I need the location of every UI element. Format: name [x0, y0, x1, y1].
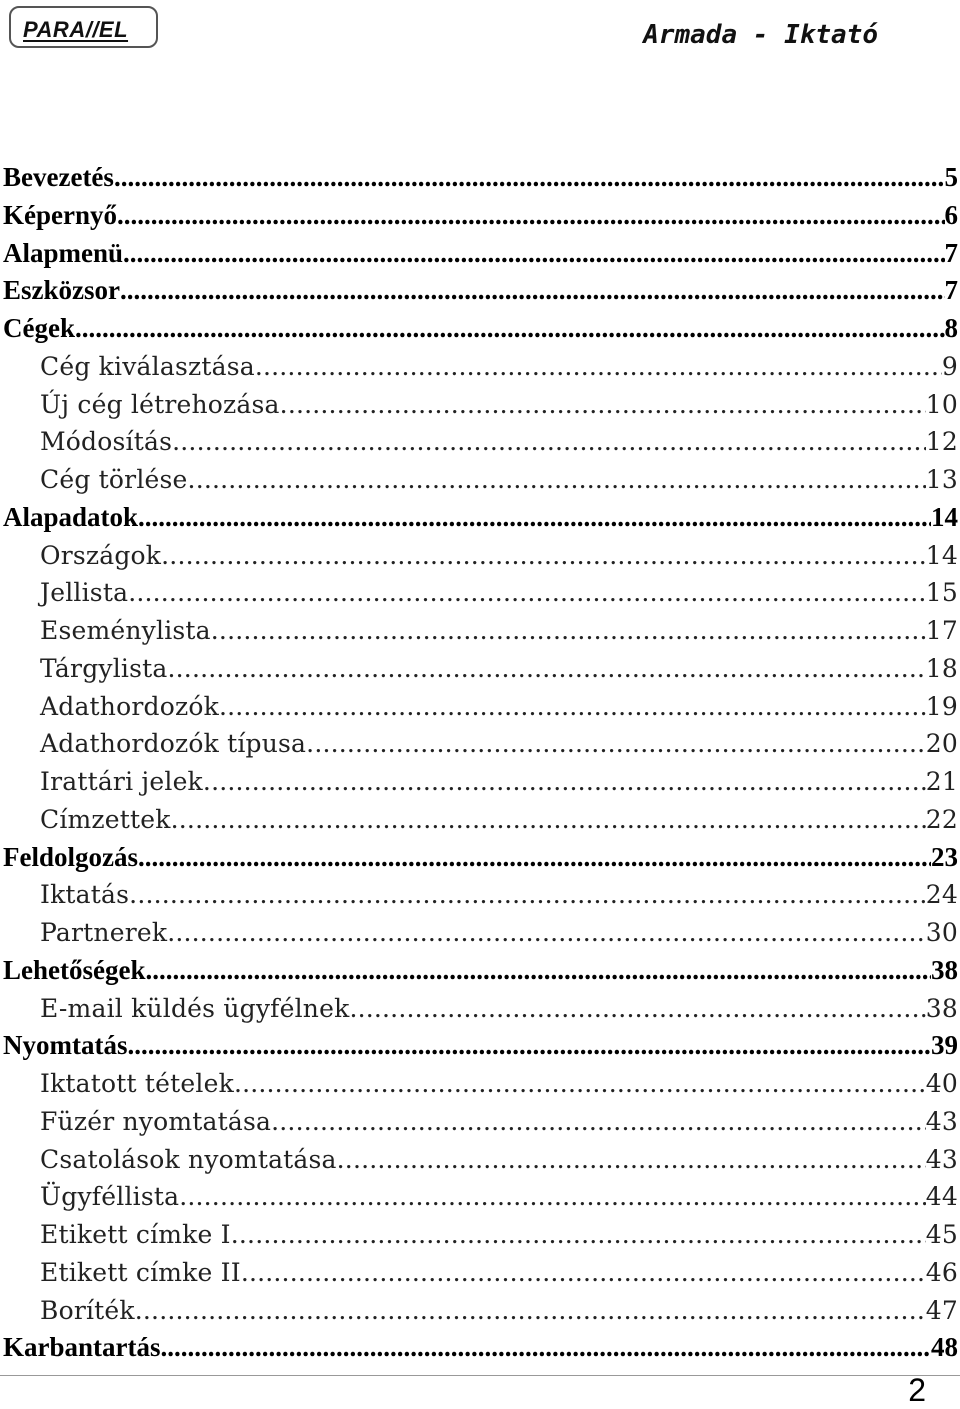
toc-entry-page: 6: [944, 199, 958, 230]
toc-entry-label: Eszközsor: [3, 275, 120, 306]
parallel-logo: [9, 6, 158, 48]
toc-entry-label: Adathordozók típusa: [40, 729, 307, 759]
toc-entry-label: Nyomtatás: [3, 1030, 128, 1061]
toc-entry[interactable]: [3, 1216, 958, 1254]
toc-entry[interactable]: [3, 310, 958, 348]
toc-entry-label: Cég kiválasztása: [40, 351, 255, 381]
toc-dot-leader: [168, 650, 926, 688]
toc-entry[interactable]: [3, 839, 958, 877]
toc-dot-leader: [188, 461, 926, 499]
toc-entry-page: 9: [941, 351, 958, 381]
toc-dot-leader: [249, 1254, 926, 1292]
toc-entry-page: 21: [925, 767, 958, 796]
toc-entry-label: Képernyő: [3, 199, 117, 230]
toc-dot-leader: [203, 763, 926, 801]
toc-entry[interactable]: [3, 688, 958, 726]
toc-dot-leader: [234, 1065, 926, 1103]
toc-entry-label: Alapadatok: [3, 501, 139, 532]
toc-dot-leader: [239, 1216, 926, 1254]
toc-dot-leader: [255, 348, 942, 386]
toc-entry-label: E-mail küldés ügyfélnek: [40, 993, 350, 1023]
page-header: [0, 0, 960, 80]
toc-entry-label: Új cég létrehozása: [40, 389, 280, 419]
toc-entry-page: 30: [925, 918, 958, 947]
toc-entry-page: 48: [931, 1332, 958, 1363]
toc-entry-label: Cég törlése: [40, 465, 188, 494]
toc-dot-leader: [171, 801, 926, 839]
toc-entry-page: 23: [931, 841, 958, 872]
toc-dot-leader: [129, 876, 926, 914]
toc-entry-page: 5: [944, 162, 958, 192]
toc-dot-leader: [114, 159, 945, 197]
toc-dot-leader: [138, 499, 931, 537]
toc-dot-leader: [128, 574, 926, 612]
toc-entry-page: 17: [925, 616, 958, 645]
toc-entry-page: 12: [925, 427, 958, 457]
toc-entry[interactable]: [3, 1141, 958, 1179]
toc-entry[interactable]: [3, 1065, 958, 1103]
toc-entry-page: 43: [925, 1144, 958, 1174]
toc-entry-page: 10: [925, 389, 958, 419]
toc-entry[interactable]: [3, 499, 958, 537]
toc-entry-page: 38: [925, 993, 958, 1023]
toc-entry[interactable]: [3, 725, 958, 763]
toc-entry[interactable]: [3, 1027, 958, 1065]
toc-entry-page: 15: [925, 578, 958, 608]
toc-entry-label: Címzettek: [40, 804, 171, 834]
toc-dot-leader: [120, 272, 945, 310]
toc-dot-leader: [219, 688, 926, 726]
table-of-contents: [3, 159, 958, 1367]
toc-entry-page: 7: [944, 237, 958, 268]
toc-dot-leader: [145, 952, 931, 990]
toc-entry-page: 46: [925, 1257, 958, 1287]
toc-entry[interactable]: [3, 1292, 958, 1330]
toc-entry-page: 13: [925, 465, 958, 494]
toc-entry[interactable]: [3, 801, 958, 839]
toc-entry[interactable]: [3, 574, 958, 612]
toc-dot-leader: [179, 1178, 926, 1216]
footer-divider: [0, 1375, 960, 1376]
page-number: 2: [908, 1372, 926, 1408]
toc-entry-page: 40: [925, 1069, 958, 1098]
toc-entry-label: Irattári jelek: [40, 767, 203, 796]
toc-entry-label: Iktatott tételek: [40, 1069, 234, 1098]
logo-text: PARA//EL: [23, 17, 129, 42]
toc-entry[interactable]: [3, 763, 958, 801]
toc-entry-page: 7: [944, 275, 958, 306]
toc-entry[interactable]: [3, 272, 958, 310]
toc-entry-label: Boríték: [40, 1295, 135, 1325]
toc-dot-leader: [306, 725, 926, 763]
toc-entry[interactable]: [3, 537, 958, 575]
toc-dot-leader: [211, 612, 926, 650]
toc-entry-page: 44: [925, 1182, 958, 1212]
document-title: Armada - Iktató: [643, 20, 878, 50]
toc-dot-leader: [349, 990, 925, 1028]
toc-dot-leader: [172, 423, 926, 461]
toc-dot-leader: [75, 310, 945, 348]
toc-entry-label: Eseménylista: [40, 616, 211, 645]
toc-entry-label: Partnerek: [40, 918, 168, 947]
toc-entry[interactable]: [3, 386, 958, 424]
toc-entry-page: 38: [931, 954, 958, 985]
toc-entry-label: Bevezetés: [3, 162, 114, 192]
toc-entry-label: Etikett címke I.: [40, 1220, 239, 1249]
toc-entry[interactable]: [3, 348, 958, 386]
toc-entry-page: 22: [925, 804, 958, 834]
toc-entry-page: 14: [925, 540, 958, 570]
toc-dot-leader: [138, 839, 931, 877]
toc-entry-label: Lehetőségek: [3, 954, 146, 985]
toc-entry-label: Ügyféllista: [40, 1182, 180, 1212]
toc-entry-label: Iktatás: [40, 880, 130, 910]
toc-entry[interactable]: [3, 612, 958, 650]
toc-dot-leader: [271, 1103, 926, 1141]
toc-entry-label: Jellista: [40, 578, 129, 608]
toc-dot-leader: [127, 1027, 931, 1065]
toc-entry-label: Cégek: [3, 313, 75, 343]
toc-entry-label: Csatolások nyomtatása: [40, 1144, 337, 1174]
toc-entry-page: 20: [925, 729, 958, 759]
toc-entry-label: Alapmenü: [3, 237, 124, 268]
toc-entry-page: 19: [925, 691, 958, 721]
toc-entry-page: 43: [925, 1106, 958, 1136]
toc-dot-leader: [161, 1329, 932, 1367]
toc-entry[interactable]: [3, 952, 958, 990]
toc-entry-page: 18: [925, 653, 958, 683]
toc-entry[interactable]: [3, 914, 958, 952]
toc-entry-page: 47: [925, 1295, 958, 1325]
toc-entry[interactable]: [3, 1254, 958, 1292]
toc-dot-leader: [280, 386, 926, 424]
toc-dot-leader: [337, 1141, 926, 1179]
toc-entry-page: 14: [931, 501, 958, 532]
toc-dot-leader: [123, 235, 944, 273]
toc-dot-leader: [167, 914, 926, 952]
toc-entry[interactable]: [3, 159, 958, 197]
toc-entry[interactable]: [3, 650, 958, 688]
toc-entry-label: Feldolgozás: [3, 841, 138, 872]
toc-entry-page: 24: [925, 880, 958, 910]
toc-dot-leader: [161, 537, 926, 575]
toc-entry-label: Karbantartás: [3, 1332, 161, 1363]
toc-dot-leader: [117, 197, 945, 235]
toc-entry[interactable]: [3, 197, 958, 235]
toc-entry[interactable]: [3, 1329, 958, 1367]
toc-entry-label: Füzér nyomtatása: [40, 1106, 272, 1136]
toc-entry[interactable]: [3, 1103, 958, 1141]
toc-entry-page: 39: [931, 1030, 958, 1061]
toc-entry-label: Országok: [40, 540, 162, 570]
toc-dot-leader: [135, 1292, 926, 1330]
toc-entry-label: Módosítás: [40, 427, 173, 457]
toc-entry[interactable]: [3, 235, 958, 273]
toc-entry-label: Tárgylista: [40, 653, 168, 683]
toc-entry[interactable]: [3, 461, 958, 499]
toc-entry-page: 8: [944, 313, 958, 343]
toc-entry[interactable]: [3, 423, 958, 461]
toc-entry-page: 45: [925, 1220, 958, 1249]
toc-entry[interactable]: [3, 990, 958, 1028]
toc-entry[interactable]: [3, 876, 958, 914]
toc-entry-label: Etikett címke II.: [40, 1257, 249, 1287]
toc-entry-label: Adathordozók: [40, 691, 219, 721]
toc-entry[interactable]: [3, 1178, 958, 1216]
